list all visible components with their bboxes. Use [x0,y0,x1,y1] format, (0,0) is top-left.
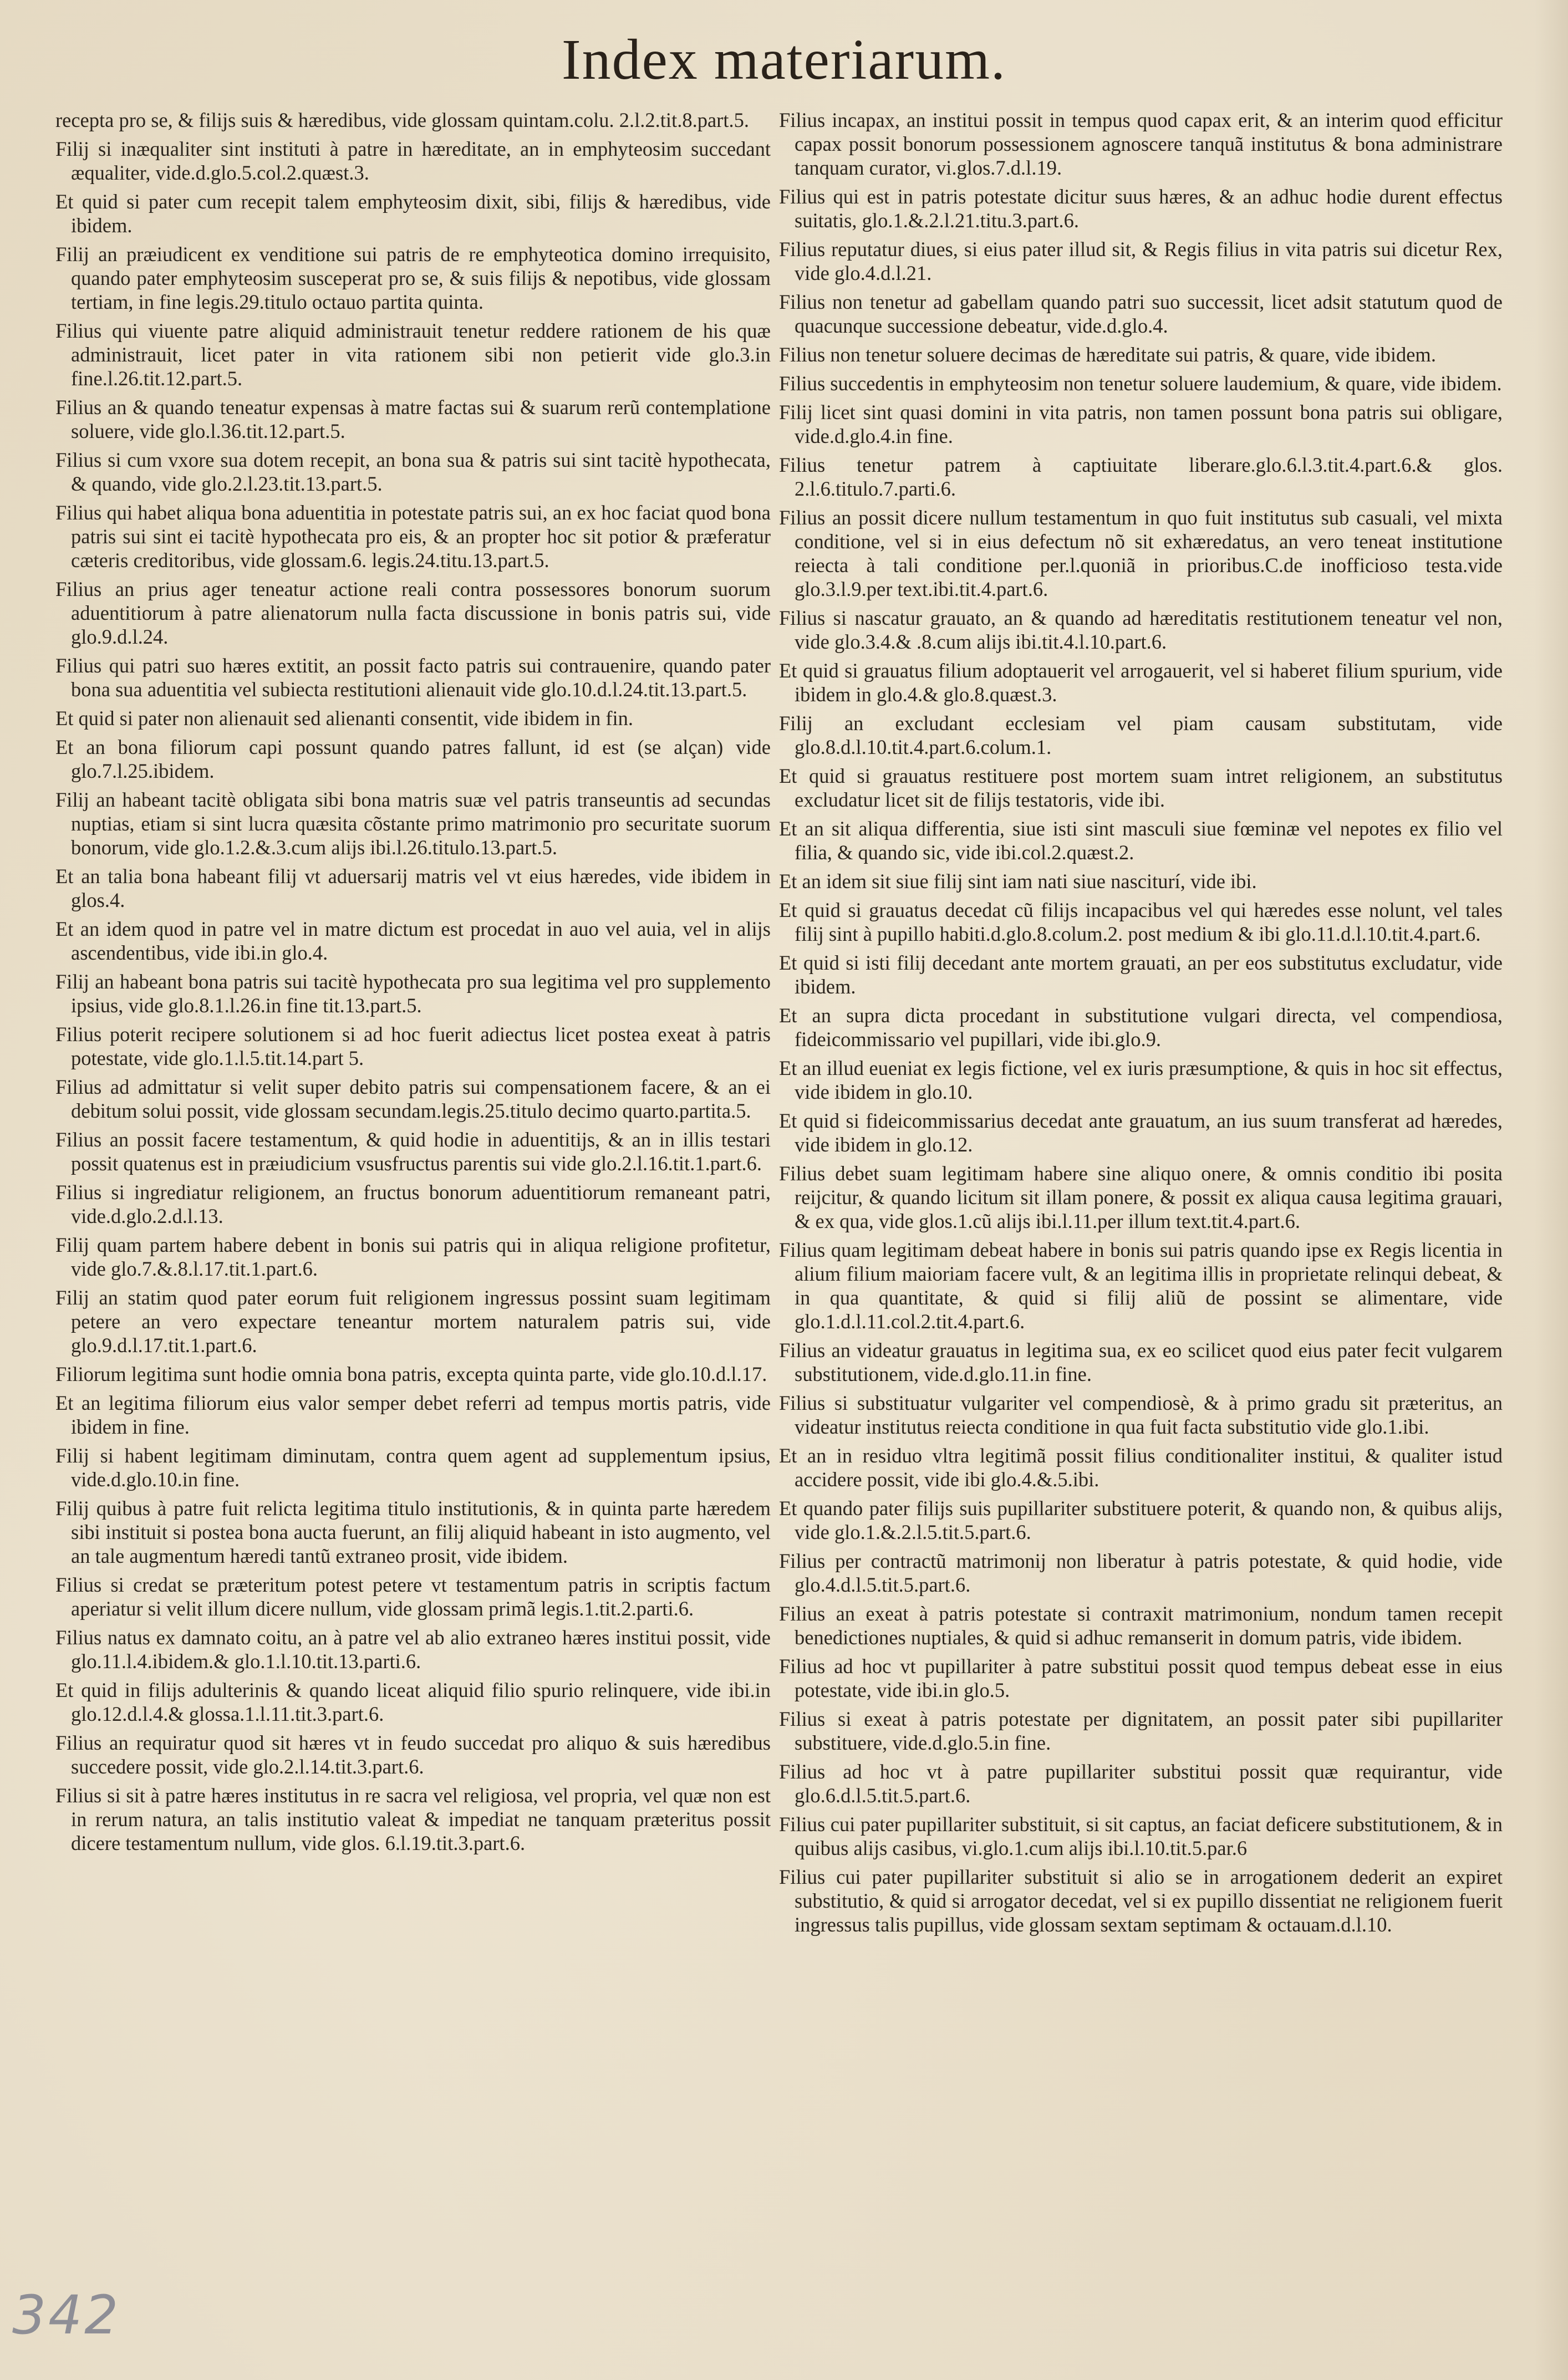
index-entry: Filius cui pater pupillariter substituit, si sit captus, an faciat deficere substitutionem, & in quibus alijs casibus, vi.glo.1.cum alijs ibi.l.10.tit.5.par.6 [779,1813,1503,1859]
index-entry: Et an legitima filiorum eius valor semper debet referri ad tempus mortis patris, vide ibidem in fine. [55,1392,771,1438]
index-entry: Filius si cum vxore sua dotem recepit, an bona sua & patris sui sint tacitè hypothecata, & quando, vide glo.2.l.23.tit.13.part.5. [55,449,771,495]
index-entry: Filius an & quando teneatur expensas à matre factas sui & suarum rerũ contemplatione soluere, vide glo.l.36.tit.12.part.5. [55,396,771,442]
index-entry: Filij si habent legitimam diminutam, contra quem agent ad supplementum ipsius, vide.d.glo.10.in fine. [55,1444,771,1491]
index-entry: Filius poterit recipere solutionem si ad hoc fuerit adiectus licet postea exeat à patris potestate, vide glo.1.l.5.tit.14.part 5. [55,1023,771,1069]
right-column [779,108,1503,2259]
index-entry: Filius incapax, an institui possit in tempus quod capax erit, & an interim quod efficitur capax possit bonorum possessionem agnoscere tanquã institutus & bona administrare tanquam curator, vi.glos.7.d.l.19. [779,109,1503,179]
index-entry: Filius qui viuente patre aliquid administrauit tenetur reddere rationem de his quæ administrauit, licet pater in vita rationem sibi non petierit vide glo.3.in fine.l.26.tit.12.part.5. [55,319,771,390]
index-entry: Filius qui patri suo hæres extitit, an possit facto patris sui contrauenire, quando pater bona sua aduentitia vel subiecta restitutioni alienauit vide glo.10.d.l.24.tit.13.part.5. [55,654,771,701]
index-entry: Filius debet suam legitimam habere sine aliquo onere, & omnis conditio ibi posita reijcitur, & quando licitum sit illam ponere, & possit ex aliqua causa legitima grauari, & ex qua, vide glos.1.cũ alijs ibi.l.11.per illum text.tit.4.part.6. [779,1162,1503,1232]
index-entry: Filius non tenetur ad gabellam quando patri suo successit, licet adsit statutum quod de quacunque successione debeatur, vide.d.glo.4. [779,291,1503,337]
index-entry: Et quid si fideicommissarius decedat ante grauatum, an ius suum transferat ad hæredes, vide ibidem in glo.12. [779,1109,1503,1156]
index-entry: Filius qui est in patris potestate dicitur suus hæres, & an adhuc hodie durent effectus suitatis, glo.1.&.2.l.21.titu.3.part.6. [779,185,1503,232]
index-entry: Et an idem quod in patre vel in matre dictum est procedat in auo vel auia, vel in alijs ascendentibus, vide ibi.in glo.4. [55,918,771,964]
handwritten-page-number: 342 [12,2284,121,2346]
index-entry: Filius si exeat à patris potestate per dignitatem, an possit pater sibi pupillariter substituere, vide.d.glo.5.in fine. [779,1708,1503,1754]
index-entry: Et an illud eueniat ex legis fictione, vel ex iuris præsumptione, & quis in hoc sit effectus, vide ibidem in glo.10. [779,1057,1503,1103]
index-entry: Et an talia bona habeant filij vt aduersarij matris vel vt eius hæredes, vide ibidem in glos.4. [55,865,771,911]
index-entry: Filius si nascatur grauato, an & quando ad hæreditatis restitutionem teneatur vel non, vide glo.3.4.& .8.cum alijs ibi.tit.4.l.10.part.6. [779,607,1503,653]
index-entry: Filiorum legitima sunt hodie omnia bona patris, excepta quinta parte, vide glo.10.d.l.17. [55,1363,767,1385]
index-entry: Et quid in filijs adulterinis & quando liceat aliquid filio spurio relinquere, vide ibi.in glo.12.d.l.4.& glossa.1.l.11.tit.3.part.6. [55,1679,771,1725]
index-entry: Filius qui habet aliqua bona aduentitia in potestate patris sui, an ex hoc faciat quod bona patris sui sint ei tacitè hypothecata pro eis, & an propter hoc sit potior & præferatur cæteris creditoribus, vide glossam.6. legis.24.titu.13.part.5. [55,501,771,572]
index-entry: Filius per contractũ matrimonij non liberatur à patris potestate, & quid hodie, vide glo.4.d.l.5.tit.5.part.6. [779,1550,1503,1596]
index-entry: Filius an prius ager teneatur actione reali contra possessores bonorum suorum aduentitiorum à patre alienatorum nulla facta discussione in bonis patris sui, vide glo.9.d.l.24. [55,578,771,648]
index-entry: Filius succedentis in emphyteosim non tenetur soluere laudemium, & quare, vide ibidem. [779,372,1502,395]
index-entry: Filius si substituatur vulgariter vel compendiosè, & à primo gradu sit præteritus, an videatur institutus reiecta conditione in qua fuit facta substitutio vide glo.1.ibi. [779,1392,1503,1438]
page-title: Index materiarum. [561,28,1007,91]
index-entry: Filius cui pater pupillariter substituit si alio se in arrogationem dederit an expiret substitutio, & quid si arrogator decedat, vel si ex pupillo dissentiat ne religionem fuerit ingressus talis pupillus, vide glossam sextam septimam & octauam.d.l.10. [779,1866,1503,1936]
page-edge-shadow [1535,0,1568,2380]
index-entry: Filius natus ex damnato coitu, an à patre vel ab alio extraneo hæres institui possit, vide glo.11.l.4.ibidem.& glo.1.l.10.tit.13.parti.6. [55,1626,771,1673]
index-entry: Filij quibus à patre fuit relicta legitima titulo institutionis, & in quinta parte hæredem sibi instituit si postea bona aucta fuerunt, an filij aliquid habeant in isto augmento, vel an tale augmentum hæredi tantũ extraneo prosit, vide ibidem. [55,1497,771,1567]
index-entry: Filij an habeant tacitè obligata sibi bona matris suæ vel patris transeuntis ad secundas nuptias, etiam si sint lucra quæsita cõstante primo matrimonio pro securitate suorum bonorum, vide glo.1.2.&.3.cum alijs ibi.l.26.titulo.13.part.5. [55,788,771,859]
left-column [55,108,771,2259]
index-entry: Filius an videatur grauatus in legitima sua, ex eo scilicet quod eius pater fecit vulgarem substitutionem, vide.d.glo.11.in fine. [779,1339,1503,1385]
index-entry: Filius ad hoc vt pupillariter à patre substitui possit quod tempus debeat esse in eius potestate, vide ibi.in glo.5. [779,1655,1503,1701]
index-entry: Filij si inæqualiter sint instituti à patre in hæreditate, an in emphyteosim succedant æqualiter, vide.d.glo.5.col.2.quæst.3. [55,137,771,184]
index-entry: Filij an præiudicent ex venditione sui patris de re emphyteotica domino irrequisito, quando pater emphyteosim susceperat pro se, & suis filijs & nepotibus, vide glossam tertiam, in fine legis.29.titulo octauo partita quinta. [55,243,771,313]
index-entry: Et quid si pater non alienauit sed alienanti consentit, vide ibidem in fin. [55,707,634,730]
index-entry: Et quid si isti filij decedant ante mortem grauati, an per eos substitutus excludatur, vide ibidem. [779,951,1503,998]
index-entry: Filius an possit dicere nullum testamentum in quo fuit institutus sub casuali, vel mixta conditione, vel si in eius defectum nõ sit exhæredatus, an vero teneat institutione reiecta à tali conditione per.l.quoniã in prioribus.C.de inofficioso testa.vide glo.3.l.9.per text.ibi.tit.4.part.6. [779,506,1503,600]
index-entry: Et quid si grauatus filium adoptauerit vel arrogauerit, vel si haberet filium spurium, vide ibidem in glo.4.& glo.8.quæst.3. [779,659,1503,706]
index-entry: Filius non tenetur soluere decimas de hæreditate sui patris, & quare, vide ibidem. [779,343,1436,366]
index-entry: Et quid si grauatus restituere post mortem suam intret religionem, an substitutus excludatur licet sit de filijs testatoris, vide ibi. [779,765,1503,811]
index-entry: Filius ad admittatur si velit super debito patris sui compensationem facere, & an ei debitum solui possit, vide glossam secundam.legis.25.titulo decimo quarto.partita.5. [55,1076,771,1122]
index-entry: Filius an exeat à patris potestate si contraxit matrimonium, nondum tamen recepit benedictiones nuptiales, & quid si adhuc remanserit in domum patris, vide ibidem. [779,1602,1503,1649]
index-entry: Et an sit aliqua differentia, siue isti sint masculi siue fœminæ vel nepotes ex filio vel filia, & quando sic, vide ibi.col.2.quæst.2. [779,817,1503,864]
index-entry: Et quid si grauatus decedat cũ filijs incapacibus vel qui hæredes esse nolunt, vel tales filij sint à pupillo habiti.d.glo.8.colum.2. post medium & ibi glo.11.d.l.10.tit.4.part.6. [779,899,1503,945]
index-entry: Filij an statim quod pater eorum fuit religionem ingressus possint suam legitimam petere an vero expectare teneantur mortem naturalem patris sui, vide glo.9.d.l.17.tit.1.part.6. [55,1286,771,1357]
index-entry: Filius si credat se præteritum potest petere vt testamentum patris in scriptis factum aperiatur si velit illum dicere nullum, vide glossam primã legis.1.tit.2.parti.6. [55,1573,771,1620]
index-entry: Et quando pater filijs suis pupillariter substituere poterit, & quando non, & quibus alijs, vide glo.1.&.2.l.5.tit.5.part.6. [779,1497,1503,1543]
index-entry: Filius quam legitimam debeat habere in bonis sui patris quando ipse ex Regis licentia in alium filium maioriam facere vult, & an legitima illis in proprietate relinqui debeat, & in qua quantitate, & quid si filij aliũ de possint se alimentare, vide glo.1.d.l.11.col.2.tit.4.part.6. [779,1239,1503,1333]
index-entry: Filius tenetur patrem à captiuitate liberare.glo.6.l.3.tit.4.part.6.& glos. 2.l.6.titulo.7.parti.6. [779,453,1503,500]
index-entry: Et an bona filiorum capi possunt quando patres fallunt, id est (se alçan) vide glo.7.l.25.ibidem. [55,736,771,782]
index-entry: Filij licet sint quasi domini in vita patris, non tamen possunt bona patris sui obligare, vide.d.glo.4.in fine. [779,401,1503,447]
index-entry: Filius si sit à patre hæres institutus in re sacra vel religiosa, vel propria, vel quæ non est in rerum natura, an talis institutio valeat & impediat ne tanquam præteritus possit dicere testamentum nullum, vide glos. 6.l.19.tit.3.part.6. [55,1784,771,1854]
index-entry: Filius reputatur diues, si eius pater illud sit, & Regis filius in vita patris sui dicetur Rex, vide glo.4.d.l.21. [779,238,1503,284]
index-entry: Filius an possit facere testamentum, & quid hodie in aduentitijs, & an in illis testari possit quatenus est in præiudicium vsusfructus parentis sui vide glo.2.l.16.tit.1.part.6. [55,1128,771,1175]
index-entry: Et an in residuo vltra legitimã possit filius conditionaliter institui, & qualiter istud accidere possit, vide ibi glo.4.&.5.ibi. [779,1444,1503,1491]
index-entry: Et an idem sit siue filij sint iam nati siue nasciturí, vide ibi. [779,870,1257,893]
index-entry: recepta pro se, & filijs suis & hæredibus, vide glossam quintam.colu. 2.l.2.tit.8.part.5. [55,109,749,131]
index-entry: Filij an habeant bona patris sui tacitè hypothecata pro sua legitima vel pro supplemento ipsius, vide glo.8.1.l.26.in fine tit.13.part.5. [55,970,771,1017]
index-entry: Et an supra dicta procedant in substitutione vulgari directa, vel compendiosa, fideicommissario vel pupillari, vide ibi.glo.9. [779,1004,1503,1051]
index-entry: Filius ad hoc vt à patre pupillariter substitui possit quæ requirantur, vide glo.6.d.l.5.tit.5.part.6. [779,1760,1503,1807]
index-entry: Filius an requiratur quod sit hæres vt in feudo succedat pro aliquo & suis hæredibus succedere possit, vide glo.2.l.14.tit.3.part.6. [55,1731,771,1778]
index-entry: Filius si ingrediatur religionem, an fructus bonorum aduentitiorum remaneant patri, vide.d.glo.2.d.l.13. [55,1181,771,1227]
index-entry: Filij quam partem habere debent in bonis sui patris qui in aliqua religione profitetur, vide glo.7.&.8.l.17.tit.1.part.6. [55,1234,771,1280]
index-entry: Et quid si pater cum recepit talem emphyteosim dixit, sibi, filijs & hæredibus, vide ibidem. [55,190,771,237]
index-entry: Filij an excludant ecclesiam vel piam causam substitutam, vide glo.8.d.l.10.tit.4.part.6.colum.1. [779,712,1503,758]
